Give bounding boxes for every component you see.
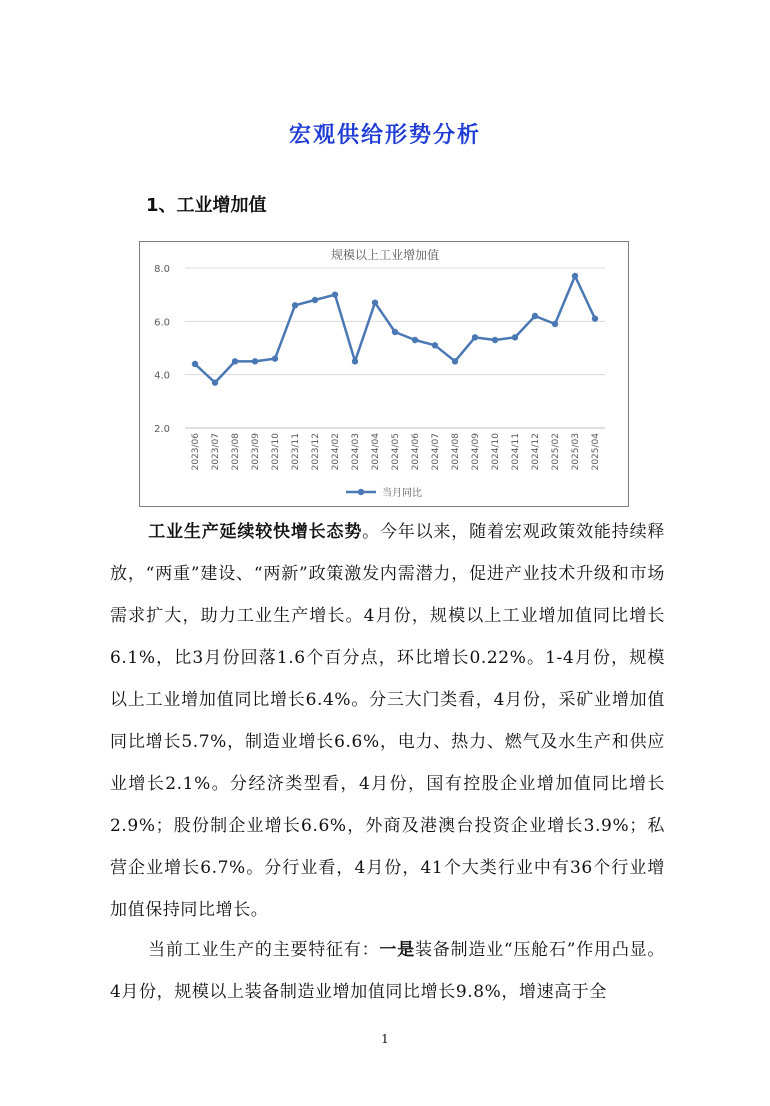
legend-label: 当月同比 [382,488,422,499]
x-tick-label: 2024/03 [351,433,361,471]
data-point [512,334,518,340]
x-tick-label: 2024/08 [451,433,461,471]
x-tick-label: 2024/04 [371,433,381,471]
data-point [592,315,598,321]
y-tick-label: 4.0 [154,370,170,382]
x-tick-label: 2023/11 [291,433,301,471]
x-tick-label: 2024/02 [331,433,341,471]
x-tick-label: 2024/12 [531,433,541,471]
data-point [492,337,498,343]
data-point [432,342,438,348]
data-point [192,361,198,367]
x-tick-label: 2023/07 [211,433,221,471]
x-tick-label: 2025/03 [571,433,581,471]
data-point [352,358,358,364]
chart-frame [139,241,629,507]
page-number: 1 [381,1032,389,1046]
x-tick-label: 2024/09 [471,433,481,471]
paragraph-2-emphasis: 一是 [379,940,415,960]
data-point [572,273,578,279]
paragraph-2-intro: 当前工业生产的主要特征有： [148,940,380,960]
data-point [272,355,278,361]
x-tick-label: 2024/07 [431,433,441,471]
data-point [412,337,418,343]
x-tick-label: 2024/05 [391,433,401,471]
x-tick-label: 2023/08 [231,433,241,471]
x-tick-label: 2023/09 [251,433,261,471]
data-point [372,299,378,305]
x-tick-label: 2024/11 [511,433,521,471]
x-tick-label: 2025/02 [551,433,561,471]
data-point [472,334,478,340]
data-point [332,291,338,297]
x-tick-label: 2024/10 [491,433,501,471]
x-tick-label: 2023/06 [191,433,201,471]
paragraph-1-body: 。今年以来，随着宏观政策效能持续释放，“两重”建设、“两新”政策激发内需潜力，促进产业技术升级和市场需求扩大，助力工业生产增长。4月份，规模以上工业增加值同比增长6.1%，比3月份回落1.6个百分点，环比增长0.22%。1-4月份，规模以上工业增加值同比增长6.4%。分三大门类看，4月份，采矿业增加值同比增长5.7%，制造业增长6.6%，电力、热力、燃气及水生产和供应业增长2.1%。分经济类型看，4月份，国有控股企业增加值同比增长2.9%；股份制企业增长6.6%，外商及港澳台投资企业增长3.9%；私营企业增长6.7%。分行业看，4月份，41个大类行业中有36个行业增加值保持同比增长。 [110,522,665,920]
data-point [212,379,218,385]
y-tick-label: 6.0 [154,317,170,329]
x-tick-label: 2023/10 [271,433,281,471]
data-point [532,313,538,319]
section-heading: 1、工业增加值 [146,195,267,216]
data-point [312,297,318,303]
line-chart [140,242,630,508]
y-tick-label: 2.0 [154,424,170,435]
x-tick-label: 2024/06 [411,433,421,471]
data-point [292,302,298,308]
data-point [392,329,398,335]
legend-marker [358,489,364,495]
paragraph-2-body: 装备制造业“压舱石”作用凸显。4月份，规模以上装备制造业增加值同比增长9.8%，增速高于全 [110,940,665,1002]
x-tick-label: 2025/04 [591,433,601,471]
paragraph-2 [110,929,665,1013]
data-point [232,358,238,364]
paragraph-1 [110,511,665,931]
data-point [452,358,458,364]
chart-title: 规模以上工业增加值 [330,248,440,262]
document-title: 宏观供给形势分析 [288,123,481,148]
x-tick-label: 2023/12 [311,433,321,471]
paragraph-1-lead: 工业生产延续较快增长态势 [148,522,363,542]
y-tick-label: 8.0 [154,264,170,275]
data-point [252,358,258,364]
data-point [552,321,558,327]
